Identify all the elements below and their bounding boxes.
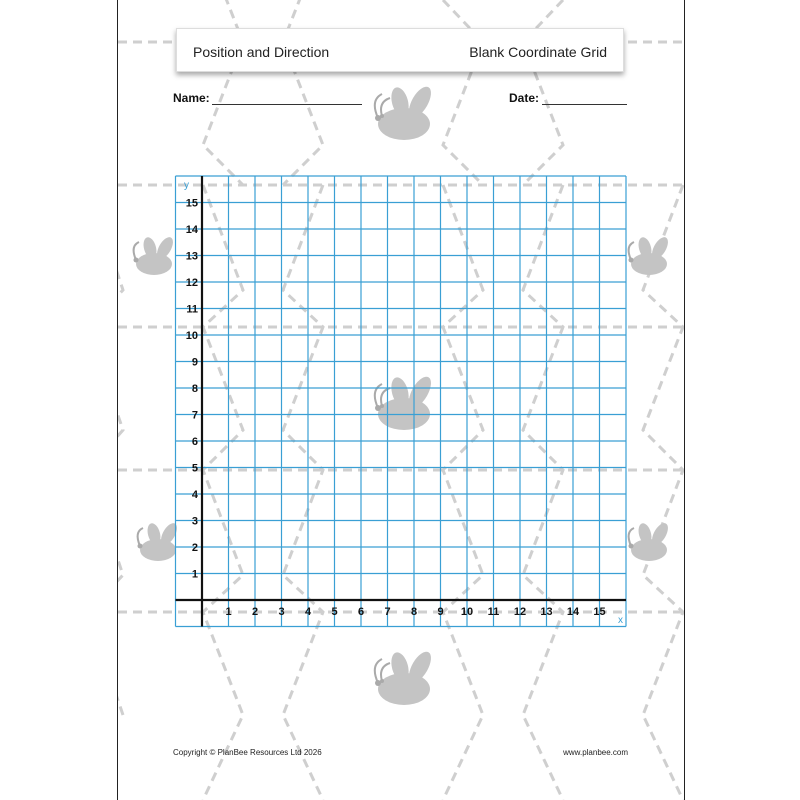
y-tick-label: 9 bbox=[191, 356, 198, 369]
website-link[interactable]: www.planbee.com bbox=[563, 748, 628, 757]
worksheet-page bbox=[117, 0, 685, 800]
y-tick-label: 8 bbox=[191, 383, 198, 395]
copyright-text: Copyright © PlanBee Resources Ltd 2026 bbox=[173, 748, 322, 757]
axes bbox=[176, 176, 627, 627]
x-tick-label: 15 bbox=[593, 606, 606, 618]
y-tick-label: 10 bbox=[185, 330, 198, 342]
x-tick-label: 5 bbox=[331, 606, 338, 618]
x-tick-label: 12 bbox=[513, 606, 527, 618]
x-tick-label: 2 bbox=[251, 606, 259, 618]
y-axis-label: y bbox=[184, 180, 189, 191]
y-tick-label: 14 bbox=[185, 224, 198, 236]
y-tick-label: 7 bbox=[191, 409, 198, 422]
x-tick-label: 7 bbox=[384, 606, 391, 618]
y-tick-label: 5 bbox=[191, 462, 198, 475]
grid-lines bbox=[176, 176, 627, 627]
x-tick-label: 3 bbox=[278, 606, 285, 618]
x-tick-label: 8 bbox=[410, 606, 418, 618]
header-banner bbox=[176, 28, 624, 72]
x-axis-label: x bbox=[618, 615, 623, 626]
x-tick-label: 9 bbox=[437, 606, 444, 618]
x-tick-label: 10 bbox=[460, 606, 474, 618]
name-label: Name: bbox=[173, 91, 210, 105]
x-tick-label: 6 bbox=[357, 606, 365, 618]
x-tick-label: 14 bbox=[566, 606, 580, 618]
x-tick-label: 4 bbox=[304, 606, 312, 618]
y-tick-label: 13 bbox=[185, 250, 198, 263]
bee-icon bbox=[356, 645, 446, 715]
bee-icon bbox=[356, 80, 446, 150]
worksheet-title: Blank Coordinate Grid bbox=[469, 44, 607, 60]
x-tick-label: 11 bbox=[487, 606, 500, 618]
date-field[interactable] bbox=[542, 104, 627, 105]
coordinate-grid bbox=[173, 172, 628, 628]
topic-title: Position and Direction bbox=[193, 44, 330, 60]
tick-labels bbox=[184, 180, 623, 626]
date-label: Date: bbox=[509, 91, 540, 105]
y-tick-label: 2 bbox=[191, 542, 198, 554]
name-field[interactable] bbox=[212, 104, 362, 105]
y-tick-label: 15 bbox=[185, 197, 198, 210]
y-tick-label: 12 bbox=[185, 277, 198, 289]
y-tick-label: 3 bbox=[191, 515, 198, 528]
y-tick-label: 6 bbox=[191, 436, 198, 448]
y-tick-label: 11 bbox=[186, 303, 198, 316]
y-tick-label: 4 bbox=[191, 489, 198, 501]
x-tick-label: 1 bbox=[225, 606, 232, 618]
y-tick-label: 1 bbox=[191, 568, 198, 581]
x-tick-label: 13 bbox=[540, 606, 553, 618]
